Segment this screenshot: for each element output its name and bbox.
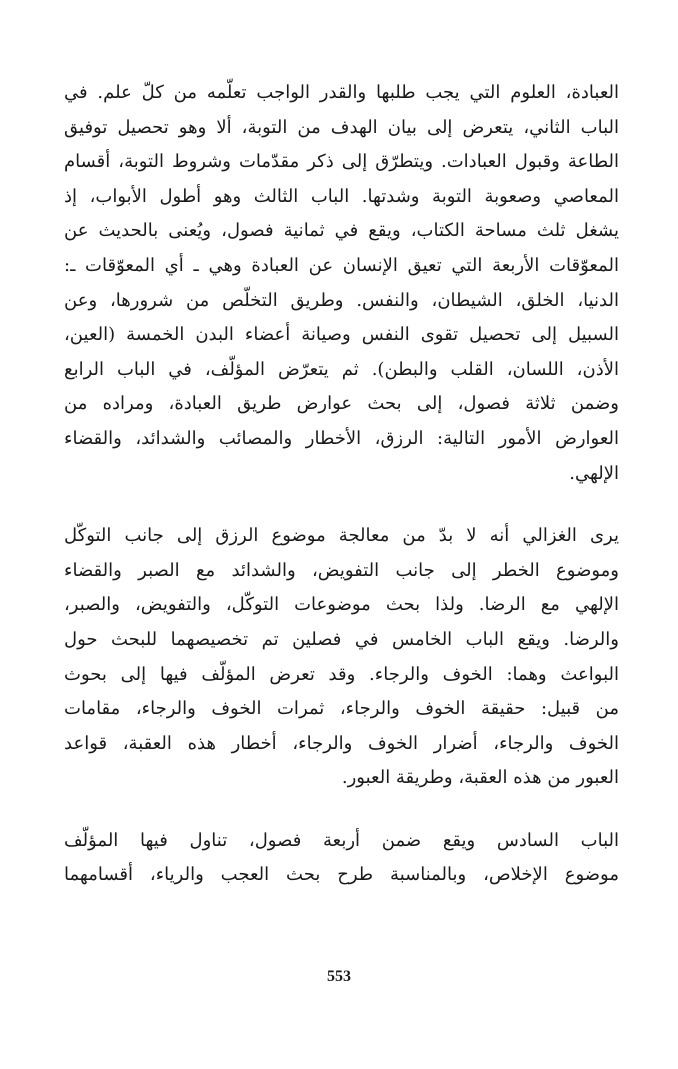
text-line: وضمن ثلاثة فصول، إلى بحث عوارض طريق العبادة، ومراده من <box>64 393 619 415</box>
page-number: 553 <box>327 968 351 985</box>
page-body <box>64 76 619 976</box>
text-line: موضوع الإخلاص، وبالمناسبة طرح بحث العجب والرياء، أقسامهما <box>64 864 619 886</box>
text-line: الإلهي مع الرضا. ولذا بحث موضوعات التوكّل، والتفويض، والصبر، <box>64 594 619 616</box>
text-line: الباب الثاني، يتعرض إلى بيان الهدف من التوبة، ألا وهو تحصيل توفيق <box>64 116 619 138</box>
paragraph-2 <box>64 519 619 796</box>
text-line: وموضوع الخطر إلى جانب التفويض، والشدائد مع الصبر والقضاء <box>64 559 619 581</box>
text-line: البواعث وهما: الخوف والرجاء. وقد تعرض المؤلّف فيها إلى بحوث <box>64 663 619 685</box>
text-line: يشغل ثلث مساحة الكتاب، ويقع في ثمانية فصول، ويُعنى بالحديث عن <box>64 220 619 242</box>
text-line: السبيل إلى تحصيل تقوى النفس وصيانة أعضاء البدن الخمسة (العين، <box>64 324 619 346</box>
paragraph-1 <box>64 76 619 491</box>
text-line: الباب السادس ويقع ضمن أربعة فصول، تناول فيها المؤلّف <box>64 829 619 851</box>
text-line: الطاعة وقبول العبادات. ويتطرّق إلى ذكر مقدّمات وشروط التوبة، أقسام <box>64 151 619 173</box>
text-line: الأذن، اللسان، القلب والبطن). ثم يتعرّض المؤلّف، في الباب الرابع <box>64 358 619 380</box>
text-line: المعاصي وصعوبة التوبة وشدتها. الباب الثالث وهو أطول الأبواب، إذ <box>64 185 619 207</box>
text-line: المعوّقات الأربعة التي تعيق الإنسان عن العبادة وهي ـ أي المعوّقات ـ: <box>64 254 619 276</box>
text-line: العبادة، العلوم التي يجب طلبها والقدر الواجب تعلّمه من كلّ علم. في <box>64 82 619 103</box>
text-line: العبور من هذه العقبة، وطريقة العبور. <box>341 767 619 789</box>
text-line: الإلهي. <box>569 462 619 484</box>
paragraph-gap <box>64 796 619 824</box>
text-line: والرضا. ويقع الباب الخامس في فصلين تم تخصيصهما للبحث حول <box>64 628 619 650</box>
text-line: الدنيا، الخلق، الشيطان، والنفس. وطريق التخلّص من شرورها، وعن <box>64 289 619 311</box>
text-line: الخوف والرجاء، أضرار الخوف والرجاء، أخطار هذه العقبة، قواعد <box>64 732 619 754</box>
text-line: العوارض الأمور التالية: الرزق، الأخطار والمصائب والشدائد، والقضاء <box>64 427 619 449</box>
paragraph-gap <box>64 491 619 519</box>
text-line: من قبيل: حقيقة الخوف والرجاء، ثمرات الخوف والرجاء، مقامات <box>64 698 619 720</box>
text-line: يرى الغزالي أنه لا بدّ من معالجة موضوع الرزق إلى جانب التوكّل <box>64 525 619 547</box>
paragraph-3 <box>64 824 619 893</box>
